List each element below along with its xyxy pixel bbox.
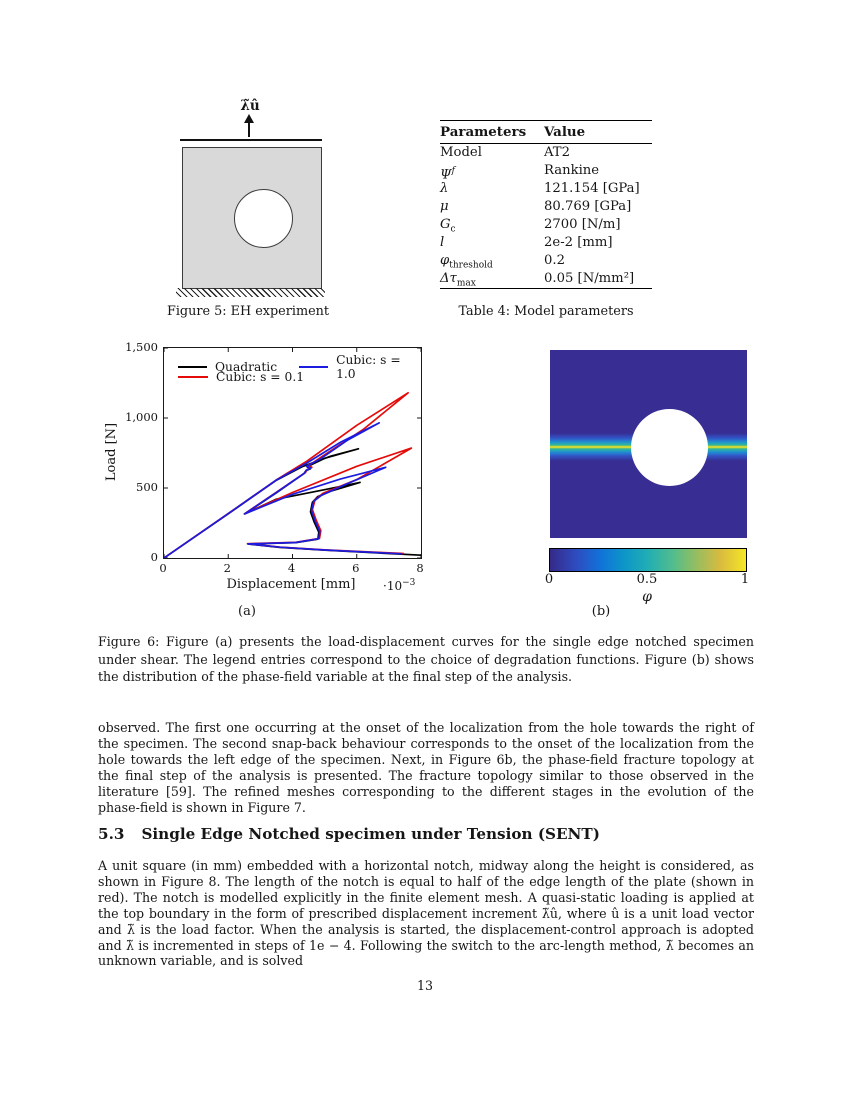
- legend-line-cubic-s10: [299, 366, 328, 368]
- y-tick-label: 1,000: [125, 410, 158, 424]
- table-header-row: [440, 121, 652, 143]
- param-value: Rankine: [544, 163, 600, 178]
- x-tick-label: 0: [159, 561, 167, 575]
- loading-plate-line: [180, 139, 322, 141]
- fixed-support-hatching: [176, 288, 325, 297]
- param-name: μ: [440, 199, 449, 214]
- table4-caption: Table 4: Model parameters: [458, 304, 634, 319]
- section-title: Single Edge Notched specimen under Tension (SENT): [141, 825, 600, 843]
- colorbar-tick-1: 1: [740, 572, 750, 587]
- x-axis-multiplier: $\cdot 10^{-3}$: [383, 578, 416, 593]
- x-tick-label: 8: [416, 561, 424, 575]
- y-tick-label: 500: [136, 480, 158, 494]
- x-axis-label: Displacement [mm]: [226, 577, 356, 592]
- param-name: Δτ: [440, 271, 457, 286]
- body-paragraph-1: observed. The first one occurring at the onset of the localization from the hole towards the right of the specimen. The second snap-back behaviour corresponds to the onset of the localization from the hole towards the left edge of the specimen. Next, in Figure 6b, the phase-field fracture topology at the final step of the analysis is presented. The fracture topology similar to those observed in the literature [59]. The refined meshes corresponding to the different stages in the evolution of the phase-field is shown in Figure 7.: [98, 720, 754, 815]
- table-row: [440, 198, 652, 216]
- phase-field-contour: [550, 350, 747, 538]
- legend-label-cubic-s10: Cubic: s = 1.0: [336, 353, 401, 381]
- table-row: [440, 144, 652, 162]
- colorbar-tick-0: 0: [544, 572, 554, 587]
- header-parameters: Parameters: [440, 124, 527, 140]
- param-value: 80.769 [GPa]: [544, 199, 632, 214]
- param-value: 2700 [N/m]: [544, 217, 621, 232]
- param-value: 0.05 [N/mm²]: [544, 271, 635, 286]
- legend-line-cubic-s01: [178, 376, 208, 378]
- page-number: 13: [416, 978, 434, 993]
- colorbar: [549, 548, 747, 572]
- legend-label-cubic-s01: Cubic: s = 0.1: [216, 370, 305, 384]
- x-tick-label: 2: [223, 561, 231, 575]
- y-tick-label: 0: [150, 550, 158, 564]
- y-axis-label: Load [N]: [104, 422, 119, 482]
- param-value: 0.2: [544, 253, 565, 268]
- param-name: Model: [440, 145, 482, 160]
- x-tick-label: 6: [352, 561, 360, 575]
- param-value: AT2: [544, 145, 570, 160]
- legend-row-2: [178, 370, 304, 384]
- colorbar-label: φ: [642, 589, 652, 605]
- param-name: l: [440, 235, 445, 250]
- param-value: 121.154 [GPa]: [544, 181, 640, 196]
- legend-line-quadratic: [178, 366, 207, 368]
- param-value: 2e-2 [mm]: [544, 235, 613, 250]
- y-tick-label: 1,500: [125, 340, 158, 354]
- up-arrow-shaft: [248, 122, 250, 137]
- table-row: [440, 180, 652, 198]
- param-name: λ: [440, 181, 449, 196]
- colorbar-tick-05: 0.5: [636, 572, 658, 587]
- table-row: [440, 234, 652, 252]
- body-paragraph-2: A unit square (in mm) embedded with a horizontal notch, midway along the height is considered, as shown in Figure 8. The length of the notch is equal to half of the edge length of the plate (shown in red). The notch is modelled explicitly in the finite element mesh. A quasi-static loading is applied at the top boundary in the form of prescribed displacement increment λ̃û, where û is a unit load vector and λ̃ is the load factor. When the analysis is started, the displacement-control approach is adopted and λ̃ is incremented in steps of 1e − 4. Following the switch to the arc-length method, λ̃ becomes an unknown variable, and is solved: [98, 858, 754, 969]
- hole-region: [631, 409, 708, 486]
- load-vector-label: λ̃û: [240, 98, 260, 114]
- table-row: $\varphi_{threshold}$ 0.2: [440, 252, 652, 270]
- load-displacement-plot: [163, 347, 422, 559]
- table-row: $\Delta\tau_{max}$ 0.05 [N/mm²]: [440, 270, 652, 288]
- section-heading: [98, 825, 754, 843]
- subfigure-a-caption: (a): [238, 604, 256, 619]
- table-row: $\Psi^f$ Rankine: [440, 162, 652, 180]
- specimen-hole: [234, 189, 293, 248]
- param-name: G: [440, 217, 451, 232]
- parameters-table: [440, 120, 652, 289]
- figure5-caption: Figure 5: EH experiment: [166, 304, 330, 319]
- subfigure-b-caption: (b): [591, 604, 611, 619]
- table-row: $G_c$ 2700 [N/m]: [440, 216, 652, 234]
- x-tick-label: 4: [287, 561, 296, 575]
- param-name: φ: [440, 253, 450, 268]
- series-cubic-s-1-0: [164, 423, 402, 558]
- section-number: 5.3: [98, 825, 125, 843]
- figure6-caption: Figure 6: Figure (a) presents the load-displacement curves for the single edge notched specimen under shear. The legend entries correspond to the choice of degradation functions. Figure (b) shows the distribution of the phase-field variable at the final step of the analysis.: [98, 634, 754, 685]
- param-name: Ψ: [440, 167, 452, 183]
- legend-label-quadratic: Quadratic: [214, 360, 278, 374]
- header-value: Value: [544, 124, 586, 140]
